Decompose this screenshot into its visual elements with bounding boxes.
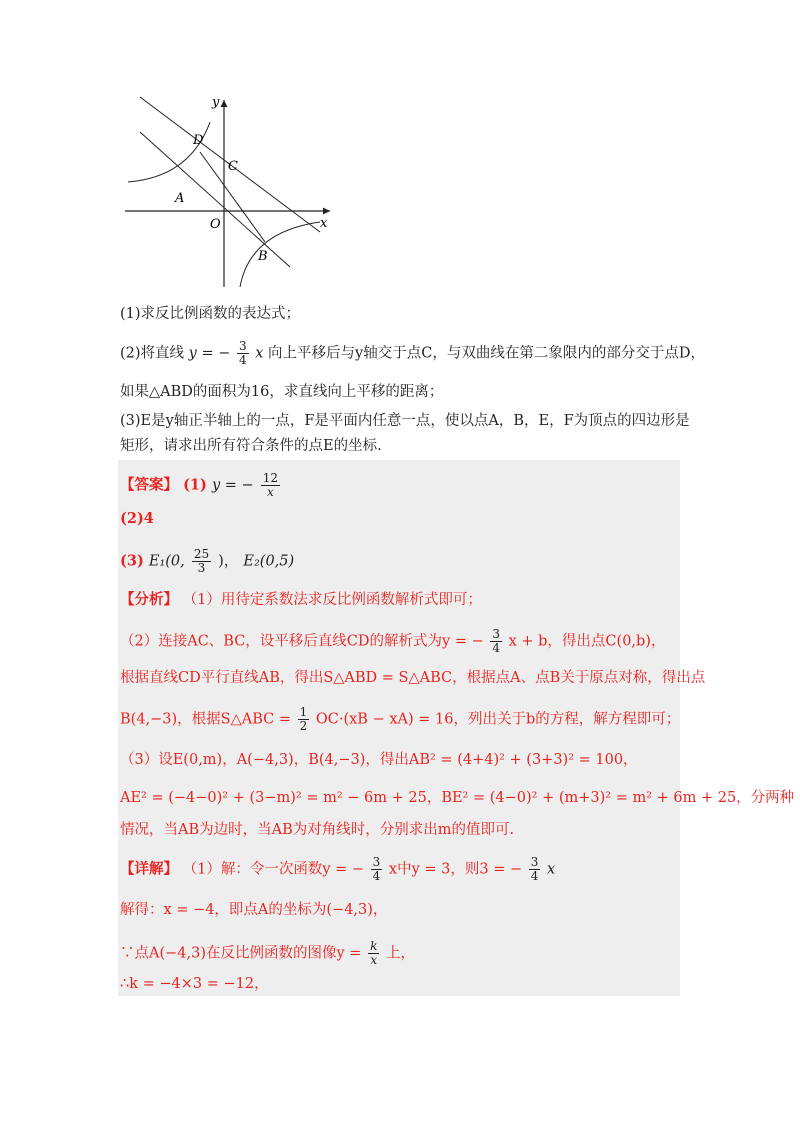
q2-prefix: (2)将直线	[120, 345, 185, 362]
analysis-l2-a: （2）连接AC、BC，设平移后直线CD的解析式为y = −	[120, 633, 484, 650]
analysis-line-2	[120, 628, 665, 655]
analysis-line-6: AE² = (−4−0)² + (3−m)² = m² − 6m + 25，BE² = (4−0)² + (m+3)² = m² + 6m + 25，分两种	[120, 790, 795, 806]
analysis-line-4	[120, 706, 680, 733]
detail-l1-num: 3	[372, 855, 381, 869]
detail-l1-a: （1）解：令一次函数y = −	[182, 861, 365, 878]
detail-l1-den2: 4	[530, 869, 539, 883]
detail-l1-b: x中y = 3，则3 = −	[388, 861, 523, 878]
q2-eq-rhs: x	[255, 345, 264, 362]
detail-line-2: 解得：x = −4，即点A的坐标为(−4,3)，	[120, 902, 388, 918]
label-c: C	[228, 159, 238, 174]
label-y: y	[212, 95, 220, 110]
analysis-tag: 【分析】	[120, 591, 178, 608]
analysis-l2-b: x + b，得出点C(0,b)，	[508, 633, 666, 650]
a1-prefix: (1)	[183, 476, 207, 494]
a3-e2: E₂(0,5)	[243, 553, 295, 570]
answer-tag: 【答案】	[120, 476, 178, 494]
analysis-l2-den: 4	[492, 641, 500, 655]
q2-num: 3	[238, 339, 247, 353]
question-2	[120, 340, 705, 367]
analysis-line-7: 情况，当AB为边时，当AB为对角线时，分别求出m的值即可.	[120, 822, 515, 838]
line-ab	[140, 132, 290, 267]
label-d: D	[193, 133, 204, 148]
label-a: A	[175, 191, 185, 206]
detail-l3-fraction	[368, 940, 379, 967]
analysis-l2-num: 3	[492, 627, 500, 641]
detail-l1-den: 4	[372, 869, 381, 883]
a3-e1-fraction	[192, 548, 211, 575]
a3-e1-den: 3	[197, 561, 206, 575]
answer-line-1	[120, 472, 282, 499]
detail-line-4: ∴k = −4×3 = −12，	[120, 976, 269, 992]
answer-line-2: (2)4	[120, 510, 154, 527]
a1-num: 12	[262, 471, 278, 485]
analysis-l1: （1）用待定系数法求反比例函数解析式即可；	[182, 592, 482, 608]
answer-line-3	[120, 548, 294, 575]
q2-suffix: 向上平移后与y轴交于点C，与双曲线在第二象限内的部分交于点D，	[268, 345, 705, 362]
question-3-line2: 矩形，请求出所有符合条件的点E的坐标.	[120, 438, 382, 454]
detail-tag: 【详解】	[120, 860, 178, 878]
detail-line-3	[120, 940, 415, 967]
hyperbola-branch-2	[128, 122, 210, 182]
a3-prefix: (3)	[120, 552, 144, 570]
detail-line-1	[120, 856, 555, 883]
analysis-l4-a: B(4,−3)，根据S△ABC =	[120, 711, 292, 728]
a3-e1-num: 25	[193, 547, 210, 561]
question-2-line2: 如果△ABD的面积为16，求直线向上平移的距离；	[120, 384, 444, 400]
a3-e1-close: )，	[218, 553, 239, 570]
label-x: x	[320, 216, 328, 231]
analysis-l4-den: 2	[299, 719, 308, 733]
analysis-line-5: （3）设E(0,m)，A(−4,3)，B(4,−3)，得出AB² = (4+4)² + (3+3)² = 100，	[120, 752, 638, 768]
analysis-l2-fraction	[490, 628, 502, 655]
q2-fraction	[237, 340, 249, 367]
coordinate-figure	[120, 92, 340, 292]
label-o: O	[210, 217, 221, 232]
detail-l1-c: x	[546, 861, 556, 878]
hyperbola-branch-4	[240, 222, 320, 287]
detail-l1-fraction	[371, 856, 383, 883]
a3-e1: E₁(0,	[148, 553, 185, 570]
analysis-line-1	[120, 590, 482, 610]
a1-den: x	[266, 485, 274, 499]
analysis-l4-fraction	[298, 706, 310, 733]
detail-l3-b: 上，	[385, 945, 415, 962]
q2-den: 4	[238, 353, 247, 367]
question-1: (1)求反比例函数的表达式；	[120, 306, 301, 322]
a1-fraction	[261, 472, 280, 499]
question-3-line1: (3)E是y轴正半轴上的一点，F是平面内任意一点，使以点A，B，E，F为顶点的四边形是	[120, 413, 690, 429]
a1-lhs: y = −	[211, 477, 254, 494]
detail-l3-num: k	[370, 939, 378, 953]
label-b: B	[258, 249, 268, 264]
detail-l1-fraction-2	[529, 856, 541, 883]
analysis-l4-num: 1	[299, 705, 308, 719]
q2-eq-lhs: y = −	[188, 345, 231, 362]
detail-l3-a: ∵点A(−4,3)在反比例函数的图像y =	[120, 945, 362, 962]
analysis-line-3: 根据直线CD平行直线AB，得出S△ABD = S△ABC，根据点A、点B关于原点对称，得出点	[120, 670, 706, 686]
detail-l3-den: x	[370, 953, 378, 967]
detail-l1-num2: 3	[530, 855, 539, 869]
analysis-l4-b: OC·(xB − xA) = 16，列出关于b的方程，解方程即可；	[315, 711, 681, 728]
